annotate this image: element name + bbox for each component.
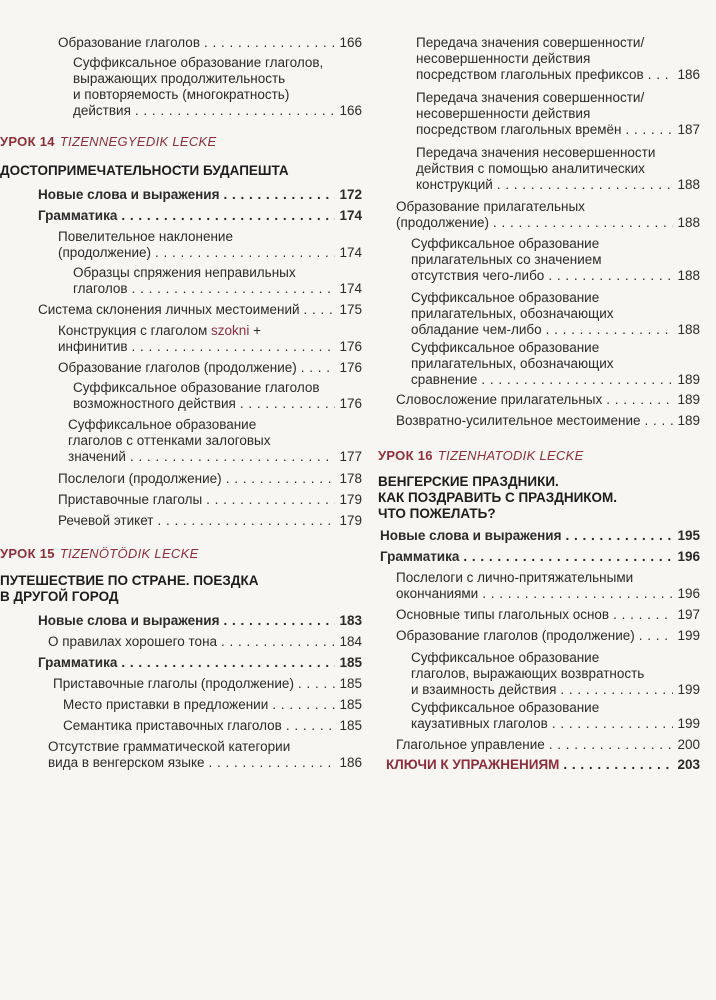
toc-entry-line: (продолжение) [396,215,490,230]
toc-entry [411,290,700,338]
page-number: 203 [677,757,700,772]
toc-entry [411,700,700,732]
page-number: 166 [339,103,362,118]
page-number: 189 [677,392,700,407]
toc-entry-line: действия с помощью аналитических [416,161,645,176]
lesson-title-line: КАК ПОЗДРАВИТЬ С ПРАЗДНИКОМ. [378,490,618,505]
toc-entry-last-line [411,716,700,732]
page-number: 174 [339,245,362,260]
toc-entry-line: значений [68,449,126,464]
toc-entry [396,570,700,602]
dot-leader [563,757,673,773]
toc-entry-line-wrap [58,323,362,339]
page-number: 172 [339,187,362,202]
dot-leader [221,634,335,650]
page-number: 195 [677,528,700,543]
toc-entry-last-line [58,360,362,376]
toc-entry-line: Суффиксальное образование [411,650,600,665]
dot-leader [645,413,674,429]
toc-entry-last-line [63,697,362,713]
toc-entry-line: (продолжение) [58,245,152,260]
page-number: 176 [339,339,362,354]
toc-entry-last-line [38,302,362,318]
toc-entry-line: выражающих продолжительность [73,71,286,86]
page-number: 188 [677,322,700,337]
toc-entry [411,650,700,698]
page-number: 187 [677,122,700,137]
toc-entry-last-line [38,655,362,671]
page-number: 188 [677,177,700,192]
page-number: 183 [339,613,362,628]
toc-entry-line: Образование глаголов (продолжение) [396,628,635,643]
toc-entry [38,655,362,671]
page-number: 189 [677,372,700,387]
toc-entry-last-line [58,35,362,51]
toc-entry [63,718,362,734]
page-number: 185 [339,676,362,691]
toc-entry-line: Суффиксальное образование [411,700,600,715]
dot-leader [286,718,336,734]
toc-entry-line: КЛЮЧИ К УПРАЖНЕНИЯМ [386,757,560,772]
toc-entry [386,757,700,773]
toc-entry-last-line [396,392,700,408]
toc-entry-last-line [396,413,700,429]
toc-entry [73,265,362,297]
toc-entry-line: Послелоги с лично-притяжательными [396,570,634,585]
toc-entry-last-line [38,187,362,203]
toc-entry [416,90,700,138]
page-number: 166 [339,35,362,50]
toc-entry-last-line [396,737,700,753]
toc-entry-line: и взаимность действия [411,682,557,697]
lesson-title-line: ДОСТОПРИМЕЧАТЕЛЬНОСТИ БУДАПЕШТА [0,163,289,178]
page-number: 197 [677,607,700,622]
page-number: 199 [677,628,700,643]
toc-entry-line: Передача значения несовершенности [416,145,656,160]
toc-entry-line: сравнение [411,372,478,387]
dot-leader [226,471,336,487]
toc-entry-line: Передача значения совершенности/ [416,90,645,105]
toc-entry [73,380,362,412]
toc-entry-last-line [58,339,362,355]
dot-leader [240,396,336,412]
page-number: 185 [339,697,362,712]
toc-entry-line: Суффиксальное образование [411,290,600,305]
toc-entry-line: Грамматика [38,208,118,223]
lesson-title-line: ЧТО ПОЖЕЛАТЬ? [378,506,496,521]
toc-entry-last-line [411,322,700,338]
toc-entry [411,340,700,388]
page-number: 178 [339,471,362,486]
toc-entry-line: Образование глаголов (продолжение) [58,360,297,375]
toc-entry [48,739,362,771]
dot-leader [157,513,335,529]
toc-entry-line: Словосложение прилагательных [396,392,603,407]
toc-entry-line: Приставочные глаголы (продолжение) [53,676,294,691]
toc-entry [53,676,362,692]
page-number: 184 [339,634,362,649]
toc-entry-line: Система склонения личных местоимений [38,302,300,317]
page-number: 174 [339,208,362,223]
dot-leader [121,208,335,224]
plus-sign: + [253,323,261,338]
toc-entry-line: окончаниями [396,586,479,601]
lesson-title [0,573,362,605]
page-number: 199 [677,682,700,697]
toc-entry [73,55,362,119]
toc-entry-line: Новые слова и выражения [38,187,220,202]
toc-entry-line: Грамматика [380,549,460,564]
toc-entry [58,513,362,529]
toc-entry-line: Новые слова и выражения [380,528,562,543]
toc-entry-line: Основные типы глагольных основ [396,607,610,622]
toc-entry-line: Суффиксальное образование глаголов, [73,55,324,70]
toc-entry-line: Образование глаголов [58,35,200,50]
toc-entry-line: глаголов [73,281,128,296]
toc-entry [396,413,700,429]
toc-entry-line: несовершенности действия [416,106,591,121]
dot-leader [552,716,674,732]
lesson-title [378,474,700,522]
page-number: 196 [677,549,700,564]
dot-leader [481,372,673,388]
toc-entry [411,236,700,284]
page-number: 177 [339,449,362,464]
toc-entry-last-line [58,513,362,529]
toc-entry-last-line [73,103,362,119]
toc-entry-line: прилагательных, обозначающих [411,306,614,321]
dot-leader [613,607,673,623]
dot-leader [204,35,335,51]
toc-entry-last-line [48,755,362,771]
toc-entry-line: и повторяемость (многократность) [73,87,290,102]
page-number: 186 [339,755,362,770]
dot-leader [497,177,674,193]
page-number: 176 [339,396,362,411]
toc-entry-last-line [411,372,700,388]
toc-entry-line: Речевой этикет [58,513,154,528]
toc-entry [396,628,700,644]
dot-leader [301,360,336,376]
toc-entry [396,199,700,231]
lesson-title-line: ПУТЕШЕСТВИЕ ПО СТРАНЕ. ПОЕЗДКА [0,573,259,588]
page-number: 189 [677,413,700,428]
toc-entry-last-line [58,492,362,508]
toc-entry-line: Суффиксальное образование [411,236,600,251]
toc-entry-last-line [396,586,700,602]
dot-leader [130,449,336,465]
toc-entry [380,528,700,544]
toc-entry-line: Семантика приставочных глаголов [63,718,282,733]
toc-entry-line: Конструкция с глаголом [58,323,208,338]
toc-entry-last-line [416,122,700,138]
toc-entry [416,145,700,193]
toc-entry-last-line [73,281,362,297]
toc-entry-last-line [396,215,700,231]
toc-entry [396,607,700,623]
toc-entry-line: Грамматика [38,655,118,670]
toc-entry-last-line [68,449,362,465]
toc-entry-line: Суффиксальное образование [411,340,600,355]
dot-leader [209,755,336,771]
dot-leader [546,322,674,338]
toc-entry-line: О правилах хорошего тона [48,634,218,649]
dot-leader [272,697,335,713]
toc-entry-line: Возвратно-усилительное местоимение [396,413,641,428]
toc-entry-line: каузативных глаголов [411,716,548,731]
toc-entry [38,187,362,203]
dot-leader [565,528,673,544]
toc-entry-line: несовершенности действия [416,51,591,66]
page-number: 185 [339,718,362,733]
toc-entry-last-line [38,208,362,224]
dot-leader [463,549,673,565]
toc-entry-line: инфинитив [58,339,128,354]
page-number: 196 [677,586,700,601]
toc-entry-line: Суффиксальное образование глаголов [73,380,320,395]
toc-entry [396,737,700,753]
toc-entry-last-line [411,268,700,284]
page-number: 176 [339,360,362,375]
page-number: 175 [339,302,362,317]
toc-entry-line: Суффиксальное образование [68,417,257,432]
toc-entry-line: Отсутствие грамматической категории [48,739,291,754]
page-number: 179 [339,492,362,507]
dot-leader [482,586,673,602]
page-number: 188 [677,268,700,283]
toc-entry [58,323,362,355]
toc-entry-last-line [58,245,362,261]
dot-leader [304,302,336,318]
toc-entry-line: Новые слова и выражения [38,613,220,628]
toc-entry-line: прилагательных, обозначающих [411,356,614,371]
lesson-title [0,163,362,179]
dot-leader [549,737,674,753]
lesson-hungarian-title: TIZENNEGYEDIK LECKE [59,134,217,149]
toc-entry [68,417,362,465]
toc-entry-last-line [411,682,700,698]
page-number: 185 [339,655,362,670]
lesson-title-line: ВЕНГЕРСКИЕ ПРАЗДНИКИ. [378,474,559,489]
toc-entry-last-line [53,676,362,692]
toc-entry-last-line [396,628,700,644]
lesson-hungarian-title: TIZENÖTÖDIK LECKE [59,546,199,561]
toc-entry-line: посредством глагольных времён [416,122,622,137]
toc-entry [58,360,362,376]
toc-entry [58,35,362,51]
lesson-number: УРОК 16 [378,448,433,463]
toc-entry-line: вида в венгерском языке [48,755,205,770]
toc-entry-line: обладание чем-либо [411,322,542,337]
toc-entry [416,35,700,83]
toc-entry-last-line [58,471,362,487]
toc-entry-line: отсутствия чего-либо [411,268,545,283]
toc-entry-line: Образцы спряжения неправильных [73,265,296,280]
toc-entry-last-line [380,528,700,544]
toc-entry [48,634,362,650]
toc-entry-last-line [416,67,700,83]
dot-leader [132,281,336,297]
page-number: 179 [339,513,362,528]
toc-entry-line: Глагольное управление [396,737,545,752]
toc-entry-line: глаголов с оттенками залоговых [68,433,271,448]
lesson-heading [378,448,584,463]
dot-leader [206,492,335,508]
page-number: 200 [677,737,700,752]
lesson-heading [0,546,199,561]
latin-term: szokni [211,323,250,338]
toc-entry-line: Приставочные глаголы [58,492,203,507]
dot-leader [223,613,335,629]
dot-leader [639,628,674,644]
toc-entry-line: Место приставки в предложении [63,697,269,712]
toc-entry-last-line [386,757,700,773]
toc-entry-last-line [48,634,362,650]
toc-entry-last-line [380,549,700,565]
toc-entry-line: действия [73,103,131,118]
toc-entry-line: возможностного действия [73,396,236,411]
dot-leader [493,215,673,231]
dot-leader [155,245,335,261]
toc-entry-line: глаголов, выражающих возвратность [411,666,645,681]
toc-entry-last-line [63,718,362,734]
page-number: 199 [677,716,700,731]
lesson-heading [0,134,217,149]
toc-entry [58,229,362,261]
dot-leader [135,103,336,119]
toc-entry [396,392,700,408]
dot-leader [132,339,336,355]
dot-leader [223,187,335,203]
toc-entry-last-line [416,177,700,193]
toc-entry [58,492,362,508]
toc-entry-last-line [73,396,362,412]
lesson-hungarian-title: TIZENHATODIK LECKE [437,448,584,463]
toc-entry-line: Образование прилагательных [396,199,585,214]
lesson-title-line: В ДРУГОЙ ГОРОД [0,589,119,604]
toc-entry [38,302,362,318]
toc-entry [380,549,700,565]
toc-entry [38,613,362,629]
toc-entry-line: конструкций [416,177,493,192]
lesson-number: УРОК 14 [0,134,55,149]
toc-entry [38,208,362,224]
dot-leader [298,676,336,692]
lesson-number: УРОК 15 [0,546,55,561]
toc-entry-line: Повелительное наклонение [58,229,233,244]
toc-entry-line: Послелоги (продолжение) [58,471,222,486]
page-number: 188 [677,215,700,230]
toc-entry-line: посредством глагольных префиксов [416,67,644,82]
dot-leader [560,682,673,698]
toc-entry-line: прилагательных со значением [411,252,602,267]
toc-entry-last-line [38,613,362,629]
dot-leader [626,122,674,138]
dot-leader [548,268,673,284]
dot-leader [606,392,673,408]
toc-entry [63,697,362,713]
page-number: 174 [339,281,362,296]
toc-entry-last-line [396,607,700,623]
toc-entry-line: Передача значения совершенности/ [416,35,645,50]
dot-leader [648,67,674,83]
toc-entry [58,471,362,487]
dot-leader [121,655,335,671]
page-number: 186 [677,67,700,82]
